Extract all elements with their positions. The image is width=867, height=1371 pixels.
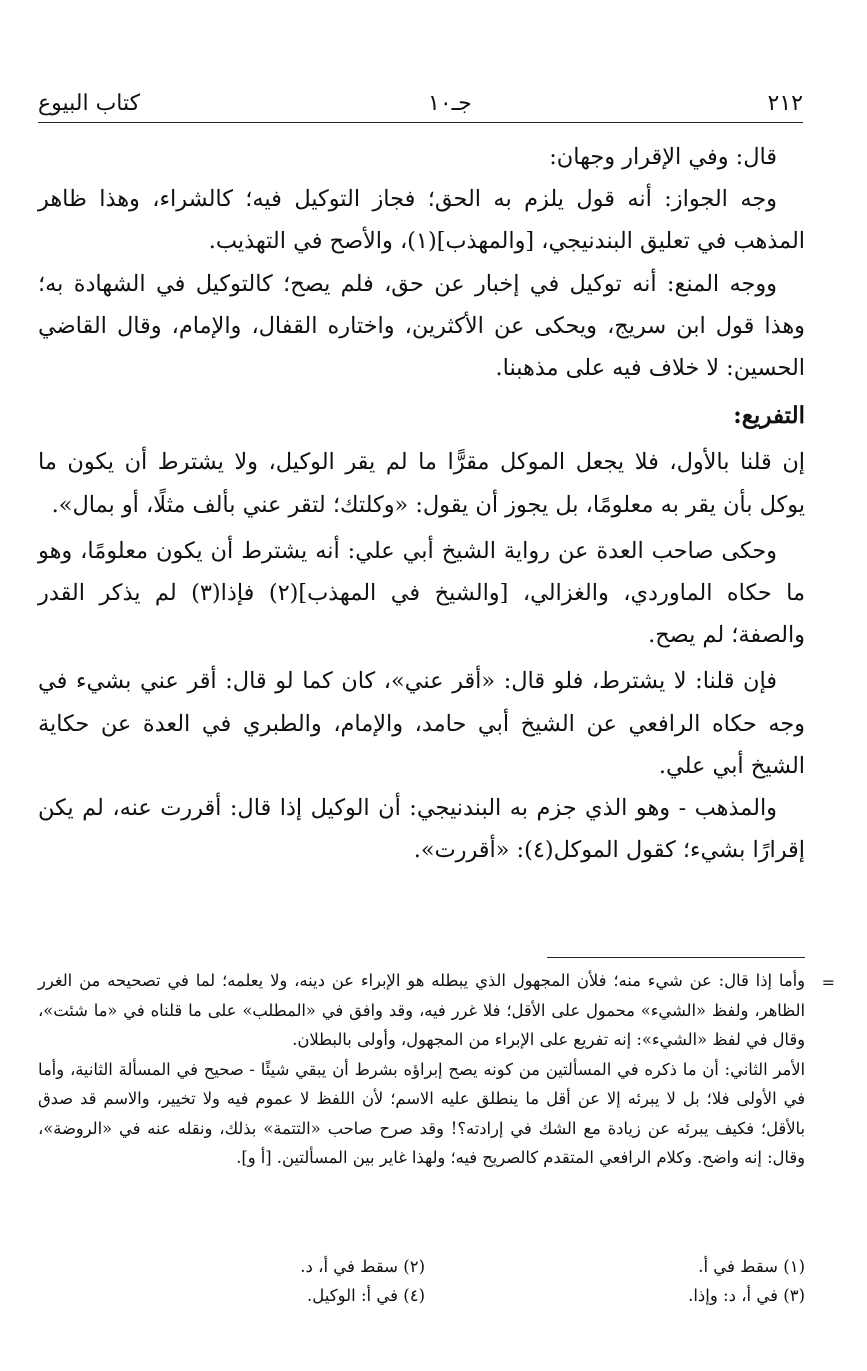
footnote-2: (٢) سقط في أ، د. [300, 1257, 425, 1276]
note-paragraph-1: وأما إذا قال: عن شيء منه؛ فلأن المجهول الذي يبطله هو الإبراء عن دينه، ولا يعلمه؛ لما في تصحيحه من الغرر الظاهر، ولفظ «الشيء» محمول على الأقل؛ فلا غرر فيه، وقد وافق في «المطلب» على ما قلناه في «ما شئت»، وقال في لفظ «الشيء»: إنه تفريع على الإبراء من المجهول، وأولى بالبطلان. [38, 971, 805, 1049]
footnote-row [38, 1252, 805, 1281]
section-heading: التفريع: [733, 402, 805, 430]
paragraph-1: قال: وفي الإقرار وجهان: [549, 144, 777, 170]
footnote-1: (١) سقط في أ. [698, 1257, 805, 1276]
paragraph-5: وحكى صاحب العدة عن رواية الشيخ أبي علي: أنه يشترط أن يكون معلومًا، وهو ما حكاه الماوردي، والغزالي، [والشيخ في المهذب](٢) فإذا(٣) لم يذكر القدر والصفة؛ لم يصح. [38, 537, 805, 649]
main-text [38, 136, 805, 871]
page-number: ٢١٢ [767, 91, 803, 116]
book-title: كتاب البيوع [38, 91, 141, 116]
paragraph-6: فإن قلنا: لا يشترط، فلو قال: «أقر عني»، كان كما لو قال: أقر عني بشيء في وجه حكاه الرافعي عن الشيخ أبي حامد، والإمام، والطبري في العدة عن حكاية الشيخ أبي علي. [38, 668, 805, 779]
volume-label: جـ١٠ [428, 91, 472, 116]
continuation-mark: = [821, 973, 835, 992]
footnote-row [38, 1281, 805, 1310]
paragraph-4: إن قلنا بالأول، فلا يجعل الموكل مقرًّا ما لم يقر الوكيل، ولا يشترط أن يكون ما يوكل بأن يقر به معلومًا، بل يجوز أن يقول: «وكلتك؛ لتقر عني بألف مثلًا، أو بمال». [38, 449, 805, 518]
footnote-4: (٤) في أ: الوكيل. [307, 1286, 425, 1305]
paragraph-7: والمذهب - وهو الذي جزم به البندنيجي: أن الوكيل إذا قال: أقررت عنه، لم يكن إقرارًا بشيء؛ كقول الموكل(٤): «أقررت». [38, 795, 805, 864]
footnote-continuation [38, 966, 835, 1173]
note-paragraph-2: الأمر الثاني: أن ما ذكره في المسألتين من كونه يصح إبراؤه بشرط أن يبقي شيئًا - صحيح في المسألة الثانية، وأما في الأولى فلا؛ بل لا يبرئه إلا عن أقل ما ينطلق عليه الاسم؛ لأن اللفظ لا عموم فيه ولا تخيير، والاسم قد صدق بالأقل؛ فكيف يبرئه عن زيادة مع الشك في إرادته؟! وقد صرح صاحب «التتمة» بذلك، ونقله عنه في «الروضة»، وقال: إنه واضح. وكلام الرافعي المتقدم كالصريح فيه؛ ولهذا غاير بين المسألتين. [أ و]. [38, 1059, 805, 1167]
running-header [38, 82, 803, 123]
footnote-3: (٣) في أ، د: وإذا. [688, 1286, 805, 1305]
paragraph-2: وجه الجواز: أنه قول يلزم به الحق؛ فجاز التوكيل فيه؛ كالشراء، وهذا ظاهر المذهب في تعليق البندنيجي، [والمهذب](١)، والأصح في التهذيب. [38, 186, 805, 255]
footnotes [38, 1252, 805, 1310]
footnote-divider [547, 957, 805, 958]
paragraph-3: ووجه المنع: أنه توكيل في إخبار عن حق، فلم يصح؛ كالتوكيل في الشهادة به؛ وهذا قول ابن سريج، ويحكى عن الأكثرين، واختاره القفال، والإمام، وقال القاضي الحسين: لا خلاف فيه على مذهبنا. [38, 270, 805, 382]
